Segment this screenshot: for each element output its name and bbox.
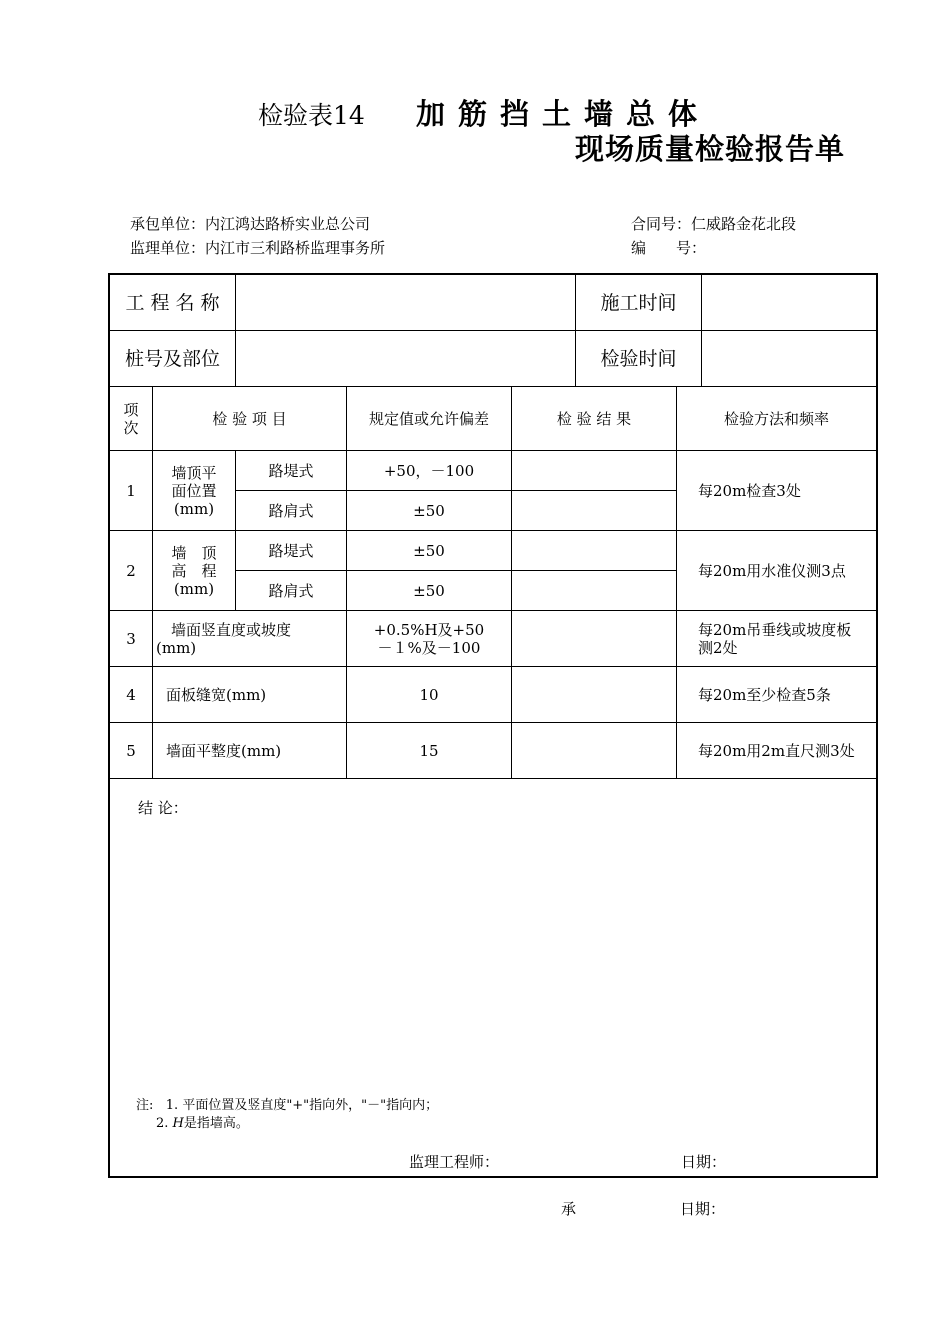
- note-h-symbol: H: [172, 1116, 184, 1131]
- date-label: 日期：: [681, 1153, 727, 1171]
- row-item: 墙顶平 面位置 (mm): [171, 463, 217, 518]
- row-method: 每20m至少检查5条: [698, 685, 831, 704]
- engineer-label: 监理工程师：: [409, 1153, 500, 1171]
- contractor-signature-label: 承: [561, 1200, 577, 1218]
- row-divider: [110, 778, 876, 779]
- row-spec: 15: [419, 741, 439, 760]
- contractor-date-label: 日期：: [680, 1200, 726, 1218]
- row-subitem: 路堤式: [268, 541, 314, 560]
- row-spec: ±50: [413, 581, 445, 600]
- col-header-result: 检 验 结 果: [556, 409, 632, 428]
- supervisor-line: [130, 237, 385, 258]
- result-field[interactable]: [512, 491, 676, 530]
- row-item: 墙面竖直度或坡度 (mm): [156, 620, 292, 657]
- contractor-label: 承包单位：: [130, 215, 206, 233]
- row-method: 每20m用2m直尺测3处: [698, 741, 855, 760]
- station-field[interactable]: [236, 331, 575, 386]
- row-spec: ±50: [413, 541, 445, 560]
- conclusion-field[interactable]: [138, 823, 858, 1083]
- contract-label: 合同号：: [631, 215, 692, 233]
- contract-line: [631, 213, 796, 234]
- row-no: 2: [126, 561, 136, 580]
- result-field[interactable]: [512, 723, 676, 778]
- row-subitem: 路堤式: [268, 461, 314, 480]
- number-label: 编 号：: [631, 239, 707, 257]
- inspection-time-field[interactable]: [702, 331, 876, 386]
- supervisor-value: 内江市三利路桥监理事务所: [205, 239, 386, 257]
- row-no: 1: [126, 481, 136, 500]
- row-method: 每20m用水准仪测3点: [698, 561, 846, 580]
- col-header-item: 检 验 项 目: [212, 409, 287, 428]
- result-field[interactable]: [512, 667, 676, 722]
- result-field[interactable]: [512, 571, 676, 610]
- row-spec: 10: [419, 685, 439, 704]
- result-field[interactable]: [512, 531, 676, 570]
- row-item: 面板缝宽(mm): [166, 685, 267, 704]
- page-title: 加筋挡土墙总体: [416, 97, 711, 131]
- row-item: 墙面平整度(mm): [166, 741, 282, 760]
- row-spec: +50，－100: [383, 461, 475, 480]
- row-method: 每20m吊垂线或坡度板 测2处: [698, 620, 852, 657]
- row-item: 墙 顶 高 程 (mm): [171, 543, 217, 598]
- col-header-spec: 规定值或允许偏差: [368, 409, 489, 428]
- col-header-method: 检验方法和频率: [723, 409, 829, 428]
- note-line-2-text: 是指墙高。: [183, 1116, 249, 1131]
- row-method: 每20m检查3处: [698, 481, 801, 500]
- contract-value: 仁威路金花北段: [691, 215, 797, 233]
- conclusion-label: 结 论：: [138, 799, 188, 817]
- page-subtitle: 现场质量检验报告单: [575, 132, 846, 166]
- station-label: 桩号及部位: [124, 347, 220, 370]
- result-field[interactable]: [512, 451, 676, 490]
- row-subitem: 路肩式: [268, 581, 314, 600]
- contractor-line: [130, 213, 370, 234]
- construction-time-label: 施工时间: [600, 291, 677, 314]
- row-no: 3: [126, 629, 136, 648]
- inspection-form: [108, 273, 878, 1178]
- note-line-2: [156, 1115, 249, 1133]
- contractor-value: 内江鸿达路桥实业总公司: [205, 215, 371, 233]
- row-subitem: 路肩式: [268, 501, 314, 520]
- note-line-1: 注: 1. 平面位置及竖直度"+"指向外，"－"指向内；: [136, 1098, 439, 1113]
- inspection-time-label: 检验时间: [600, 347, 677, 370]
- note-line-2-prefix: 2.: [156, 1116, 173, 1131]
- result-field[interactable]: [512, 611, 676, 666]
- col-header-no: 项 次: [123, 400, 139, 437]
- project-name-label: 工 程 名 称: [125, 291, 220, 314]
- construction-time-field[interactable]: [702, 275, 876, 330]
- row-spec: ±50: [413, 501, 445, 520]
- project-name-field[interactable]: [236, 275, 575, 330]
- row-no: 4: [126, 685, 136, 704]
- row-no: 5: [126, 741, 136, 760]
- row-spec: +0.5%H及+50 －１%及－100: [373, 620, 485, 657]
- supervisor-label: 监理单位：: [130, 239, 206, 257]
- form-number: 检验表14: [258, 101, 365, 130]
